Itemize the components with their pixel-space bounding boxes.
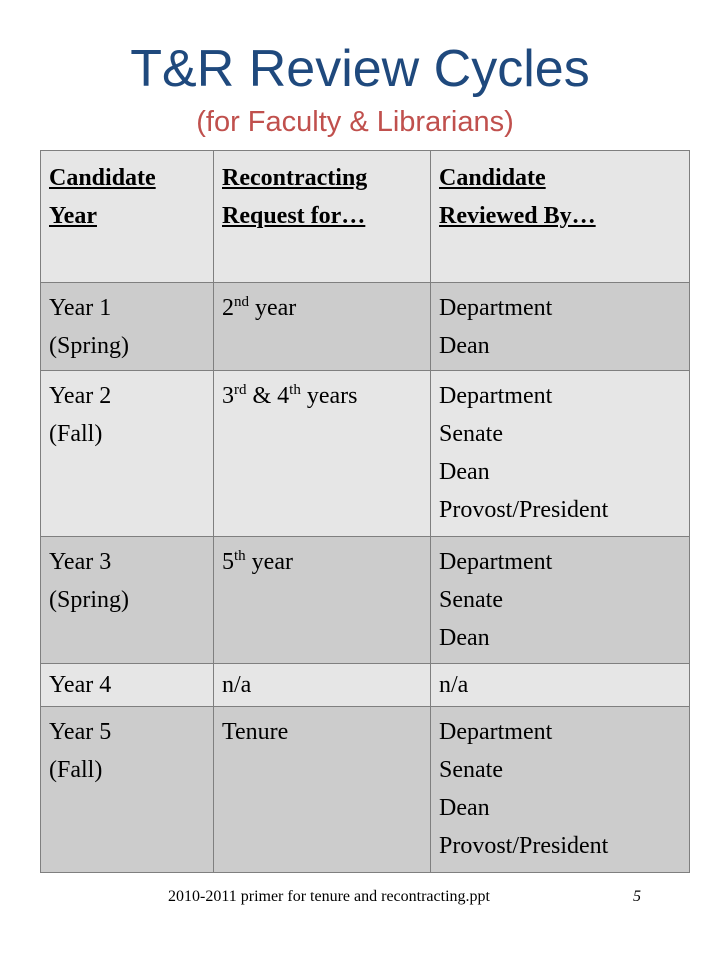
request-cell — [214, 707, 431, 873]
reviewer: Department — [439, 549, 553, 575]
request-number: 3 — [222, 383, 234, 409]
reviewers-cell — [431, 707, 690, 873]
page-number: 5 — [633, 888, 641, 905]
year-label: Year 1 — [49, 295, 112, 321]
header-text-line: Recontracting — [222, 165, 368, 191]
request-number: 2 — [222, 295, 234, 321]
header-candidate-year — [41, 151, 214, 283]
year-cell — [41, 707, 214, 873]
table-row — [41, 371, 690, 537]
table-row — [41, 283, 690, 371]
table-row — [41, 707, 690, 873]
reviewer: Dean — [439, 333, 490, 359]
reviewer: Department — [439, 295, 553, 321]
reviewer: Dean — [439, 625, 490, 651]
request-cell — [214, 283, 431, 371]
request-cell — [214, 537, 431, 664]
header-text-line: Candidate — [439, 165, 546, 191]
year-cell — [41, 537, 214, 664]
reviewer: Senate — [439, 587, 503, 613]
semester-label: (Spring) — [49, 587, 129, 613]
request-text: years — [300, 383, 358, 409]
request-text: Tenure — [222, 719, 289, 745]
reviewer: Provost/President — [439, 833, 609, 859]
header-text-line: Candidate — [49, 165, 156, 191]
table-row — [41, 664, 690, 707]
year-label: Year 3 — [49, 549, 112, 575]
reviewer: Senate — [439, 421, 503, 447]
semester-label: (Fall) — [49, 757, 103, 783]
header-text-line: Year — [49, 203, 97, 229]
slide-title: T&R Review Cycles — [130, 40, 590, 98]
reviewer: Department — [439, 383, 553, 409]
ordinal-suffix: rd — [234, 382, 247, 398]
ordinal-suffix: th — [234, 548, 246, 564]
header-text-line: Request for… — [222, 203, 366, 229]
reviewer: Dean — [439, 795, 490, 821]
header-recontracting-request — [214, 151, 431, 283]
year-cell — [41, 664, 214, 707]
request-number: & 4 — [246, 383, 290, 409]
semester-label: (Spring) — [49, 333, 129, 359]
request-text: n/a — [222, 672, 252, 698]
year-label: Year 5 — [49, 719, 112, 745]
year-label: Year 4 — [49, 672, 112, 698]
reviewer: Dean — [439, 459, 490, 485]
slide-footer: 2010-2011 primer for tenure and recontracting.ppt — [168, 888, 490, 905]
ordinal-suffix: th — [289, 382, 301, 398]
review-cycles-table — [40, 150, 690, 873]
request-cell — [214, 371, 431, 537]
reviewer: n/a — [439, 672, 469, 698]
request-number: 5 — [222, 549, 234, 575]
reviewer: Department — [439, 719, 553, 745]
year-cell — [41, 283, 214, 371]
reviewers-cell — [431, 283, 690, 371]
reviewer: Senate — [439, 757, 503, 783]
year-label: Year 2 — [49, 383, 112, 409]
year-cell — [41, 371, 214, 537]
request-text: year — [249, 295, 297, 321]
table-row — [41, 537, 690, 664]
header-text-line: Reviewed By… — [439, 203, 596, 229]
semester-label: (Fall) — [49, 421, 103, 447]
request-text: year — [245, 549, 293, 575]
ordinal-suffix: nd — [234, 294, 249, 310]
header-reviewed-by — [431, 151, 690, 283]
reviewers-cell — [431, 537, 690, 664]
reviewers-cell — [431, 371, 690, 537]
reviewer: Provost/President — [439, 497, 609, 523]
table-header-row — [41, 151, 690, 283]
request-cell — [214, 664, 431, 707]
slide-subtitle: (for Faculty & Librarians) — [196, 106, 514, 138]
reviewers-cell — [431, 664, 690, 707]
